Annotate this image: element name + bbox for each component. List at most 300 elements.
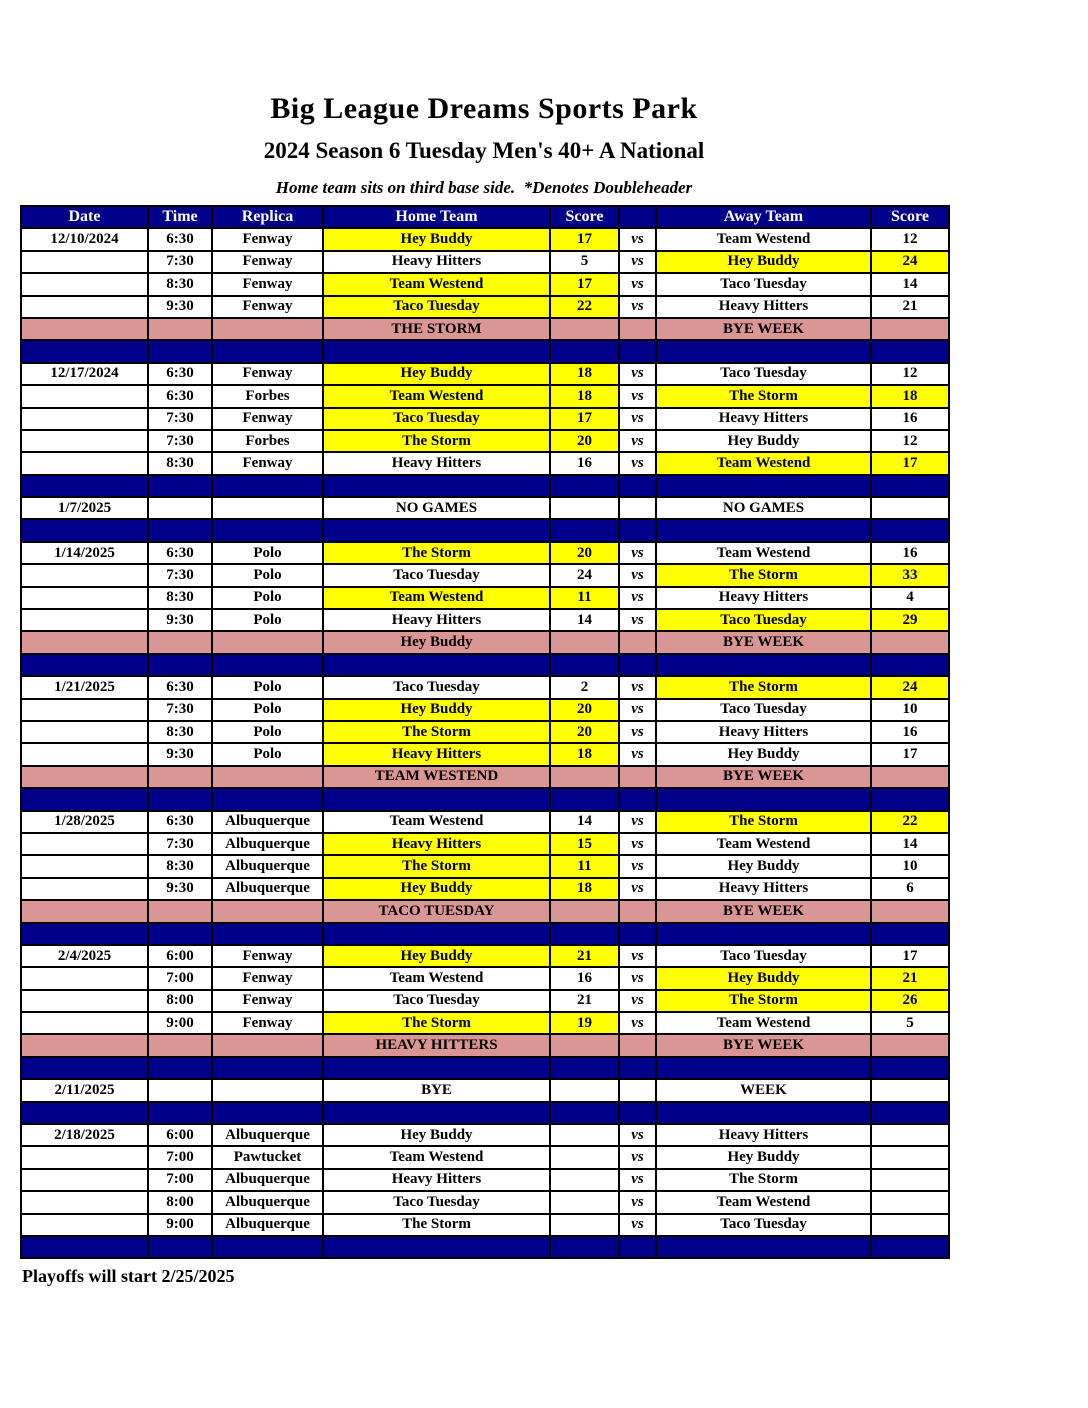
bye-team-cell: TACO TUESDAY — [323, 900, 550, 922]
vs-cell: vs — [619, 1191, 656, 1213]
separator-cell — [656, 1102, 871, 1124]
date-cell — [21, 1012, 148, 1034]
game-row — [21, 1012, 949, 1034]
time-cell: 8:00 — [148, 990, 212, 1012]
date-cell — [21, 1146, 148, 1168]
date-cell — [21, 587, 148, 609]
separator-cell — [871, 1057, 949, 1079]
replica-cell: Polo — [212, 542, 323, 564]
vs-cell: vs — [619, 408, 656, 430]
home-team-cell: The Storm — [323, 1012, 550, 1034]
time-cell: 8:30 — [148, 452, 212, 474]
away-score-cell: 29 — [871, 609, 949, 631]
game-row — [21, 967, 949, 989]
time-cell: 6:00 — [148, 1124, 212, 1146]
home-score-cell: 22 — [550, 296, 619, 318]
date-cell: 1/21/2025 — [21, 676, 148, 698]
away-score-cell: 16 — [871, 408, 949, 430]
separator-cell — [656, 1236, 871, 1258]
date-cell — [21, 452, 148, 474]
away-team-cell: The Storm — [656, 990, 871, 1012]
away-score-cell: 17 — [871, 945, 949, 967]
away-score-cell: 4 — [871, 587, 949, 609]
home-team-cell: Hey Buddy — [323, 363, 550, 385]
home-score-cell: 11 — [550, 855, 619, 877]
replica-cell — [212, 1034, 323, 1056]
vs-cell: vs — [619, 430, 656, 452]
home-score-cell — [550, 318, 619, 340]
time-cell: 7:30 — [148, 564, 212, 586]
replica-cell: Fenway — [212, 251, 323, 273]
game-row — [21, 855, 949, 877]
separator-cell — [619, 475, 656, 497]
vs-cell: vs — [619, 609, 656, 631]
vs-cell: vs — [619, 587, 656, 609]
replica-cell: Fenway — [212, 296, 323, 318]
home-score-cell: 19 — [550, 1012, 619, 1034]
time-cell: 6:30 — [148, 228, 212, 250]
bye-week-cell: BYE WEEK — [656, 631, 871, 653]
separator-cell — [871, 788, 949, 810]
date-cell — [21, 1214, 148, 1236]
bye-week-cell: BYE WEEK — [656, 900, 871, 922]
away-team-cell: Taco Tuesday — [656, 363, 871, 385]
separator-cell — [619, 923, 656, 945]
separator-cell — [871, 1236, 949, 1258]
game-row — [21, 1191, 949, 1213]
replica-cell: Fenway — [212, 228, 323, 250]
header-row — [21, 206, 949, 228]
home-score-cell — [550, 497, 619, 519]
away-team-cell: The Storm — [656, 676, 871, 698]
date-cell: 12/17/2024 — [21, 363, 148, 385]
home-score-cell — [550, 766, 619, 788]
separator-cell — [212, 654, 323, 676]
vs-cell: vs — [619, 811, 656, 833]
home-score-cell — [550, 1146, 619, 1168]
vs-cell: vs — [619, 967, 656, 989]
date-cell — [21, 766, 148, 788]
away-team-cell: Team Westend — [656, 452, 871, 474]
bye-team-cell: TEAM WESTEND — [323, 766, 550, 788]
time-cell: 7:00 — [148, 1169, 212, 1191]
away-score-cell: 10 — [871, 855, 949, 877]
away-score-cell — [871, 318, 949, 340]
vs-cell: vs — [619, 542, 656, 564]
separator-cell — [550, 923, 619, 945]
time-cell — [148, 631, 212, 653]
game-row — [21, 990, 949, 1012]
separator-row — [21, 788, 949, 810]
away-score-cell: 17 — [871, 743, 949, 765]
away-score-cell: 18 — [871, 385, 949, 407]
away-team-cell: The Storm — [656, 1169, 871, 1191]
replica-cell: Fenway — [212, 945, 323, 967]
time-cell: 6:30 — [148, 676, 212, 698]
separator-cell — [550, 340, 619, 362]
replica-cell: Fenway — [212, 990, 323, 1012]
separator-cell — [148, 1102, 212, 1124]
col-header-time: Time — [148, 206, 212, 228]
away-team-cell: Taco Tuesday — [656, 609, 871, 631]
vs-cell: vs — [619, 1146, 656, 1168]
separator-cell — [21, 1057, 148, 1079]
info-row — [21, 497, 949, 519]
time-cell: 7:30 — [148, 408, 212, 430]
playoffs-note: Playoffs will start 2/25/2025 — [22, 1266, 235, 1287]
date-cell — [21, 967, 148, 989]
separator-cell — [323, 788, 550, 810]
game-row — [21, 878, 949, 900]
date-cell: 2/4/2025 — [21, 945, 148, 967]
home-score-cell — [550, 1034, 619, 1056]
separator-cell — [323, 1102, 550, 1124]
separator-row — [21, 340, 949, 362]
separator-cell — [323, 475, 550, 497]
game-row — [21, 833, 949, 855]
home-score-cell — [550, 1124, 619, 1146]
time-cell: 7:30 — [148, 251, 212, 273]
date-cell: 1/28/2025 — [21, 811, 148, 833]
away-team-cell: Heavy Hitters — [656, 878, 871, 900]
home-team-cell: Team Westend — [323, 385, 550, 407]
away-score-cell — [871, 497, 949, 519]
away-team-cell: Heavy Hitters — [656, 721, 871, 743]
away-team-cell: Team Westend — [656, 1012, 871, 1034]
game-row — [21, 452, 949, 474]
replica-cell: Albuquerque — [212, 1191, 323, 1213]
bye-row — [21, 766, 949, 788]
away-team-cell: Taco Tuesday — [656, 1214, 871, 1236]
replica-cell: Fenway — [212, 1012, 323, 1034]
time-cell: 9:30 — [148, 878, 212, 900]
separator-cell — [656, 788, 871, 810]
schedule-body — [21, 228, 949, 1258]
date-cell — [21, 1034, 148, 1056]
game-row — [21, 385, 949, 407]
separator-cell — [871, 654, 949, 676]
game-row — [21, 1214, 949, 1236]
home-score-cell: 18 — [550, 385, 619, 407]
separator-cell — [212, 340, 323, 362]
date-cell — [21, 296, 148, 318]
away-score-cell: 22 — [871, 811, 949, 833]
home-team-cell: The Storm — [323, 542, 550, 564]
home-team-cell: Hey Buddy — [323, 878, 550, 900]
separator-cell — [323, 340, 550, 362]
replica-cell: Polo — [212, 699, 323, 721]
replica-cell: Forbes — [212, 430, 323, 452]
replica-cell — [212, 497, 323, 519]
time-cell: 7:30 — [148, 430, 212, 452]
away-score-cell: 17 — [871, 452, 949, 474]
date-cell: 1/7/2025 — [21, 497, 148, 519]
away-score-cell: 12 — [871, 430, 949, 452]
home-team-cell: Taco Tuesday — [323, 990, 550, 1012]
away-score-cell — [871, 1169, 949, 1191]
home-score-cell — [550, 900, 619, 922]
separator-cell — [212, 1057, 323, 1079]
info-home-cell: BYE — [323, 1079, 550, 1101]
time-cell — [148, 497, 212, 519]
separator-cell — [21, 340, 148, 362]
date-cell — [21, 273, 148, 295]
separator-cell — [212, 923, 323, 945]
separator-cell — [148, 788, 212, 810]
bye-row — [21, 900, 949, 922]
away-team-cell: Taco Tuesday — [656, 699, 871, 721]
time-cell — [148, 318, 212, 340]
home-team-cell: Hey Buddy — [323, 699, 550, 721]
separator-cell — [656, 340, 871, 362]
bye-row — [21, 1034, 949, 1056]
game-row — [21, 699, 949, 721]
bye-row — [21, 318, 949, 340]
vs-cell: vs — [619, 676, 656, 698]
time-cell: 6:30 — [148, 385, 212, 407]
separator-cell — [21, 519, 148, 541]
separator-cell — [21, 788, 148, 810]
home-score-cell: 21 — [550, 945, 619, 967]
game-row — [21, 1169, 949, 1191]
note-line: Home team sits on third base side. *Denotes Doubleheader — [275, 178, 693, 197]
date-cell — [21, 699, 148, 721]
away-score-cell: 10 — [871, 699, 949, 721]
time-cell: 6:30 — [148, 542, 212, 564]
away-score-cell: 16 — [871, 542, 949, 564]
vs-cell: vs — [619, 564, 656, 586]
home-team-cell: Team Westend — [323, 967, 550, 989]
game-row — [21, 363, 949, 385]
home-score-cell: 17 — [550, 273, 619, 295]
vs-cell: vs — [619, 273, 656, 295]
vs-cell: vs — [619, 699, 656, 721]
home-team-cell: Taco Tuesday — [323, 676, 550, 698]
home-team-cell: Taco Tuesday — [323, 564, 550, 586]
separator-cell — [656, 923, 871, 945]
separator-cell — [323, 519, 550, 541]
home-team-cell: The Storm — [323, 1214, 550, 1236]
replica-cell — [212, 631, 323, 653]
separator-row — [21, 519, 949, 541]
home-score-cell: 14 — [550, 811, 619, 833]
date-cell — [21, 430, 148, 452]
home-score-cell: 24 — [550, 564, 619, 586]
home-team-cell: Taco Tuesday — [323, 296, 550, 318]
vs-cell: vs — [619, 855, 656, 877]
away-score-cell: 14 — [871, 833, 949, 855]
game-row — [21, 542, 949, 564]
info-home-cell: NO GAMES — [323, 497, 550, 519]
vs-cell: vs — [619, 833, 656, 855]
date-cell — [21, 721, 148, 743]
vs-cell — [619, 631, 656, 653]
separator-cell — [212, 1236, 323, 1258]
home-team-cell: Hey Buddy — [323, 228, 550, 250]
vs-cell: vs — [619, 721, 656, 743]
away-score-cell: 24 — [871, 676, 949, 698]
date-cell — [21, 631, 148, 653]
date-cell — [21, 878, 148, 900]
date-cell — [21, 408, 148, 430]
separator-cell — [21, 1102, 148, 1124]
vs-cell: vs — [619, 1214, 656, 1236]
time-cell: 9:30 — [148, 296, 212, 318]
replica-cell: Albuquerque — [212, 878, 323, 900]
home-score-cell: 15 — [550, 833, 619, 855]
replica-cell: Pawtucket — [212, 1146, 323, 1168]
replica-cell: Fenway — [212, 363, 323, 385]
separator-cell — [550, 519, 619, 541]
replica-cell: Albuquerque — [212, 1124, 323, 1146]
game-row — [21, 408, 949, 430]
game-row — [21, 273, 949, 295]
separator-cell — [550, 1236, 619, 1258]
vs-cell: vs — [619, 945, 656, 967]
game-row — [21, 296, 949, 318]
vs-cell: vs — [619, 743, 656, 765]
time-cell: 7:00 — [148, 1146, 212, 1168]
separator-cell — [619, 788, 656, 810]
vs-cell — [619, 318, 656, 340]
separator-cell — [550, 788, 619, 810]
separator-cell — [323, 923, 550, 945]
game-row — [21, 721, 949, 743]
home-score-cell — [550, 1169, 619, 1191]
title-block — [20, 0, 948, 198]
away-team-cell: Team Westend — [656, 1191, 871, 1213]
game-row — [21, 228, 949, 250]
away-score-cell: 14 — [871, 273, 949, 295]
separator-cell — [656, 519, 871, 541]
away-team-cell: Team Westend — [656, 542, 871, 564]
date-cell — [21, 385, 148, 407]
bye-week-cell: BYE WEEK — [656, 1034, 871, 1056]
separator-row — [21, 654, 949, 676]
separator-cell — [550, 475, 619, 497]
home-team-cell: Heavy Hitters — [323, 452, 550, 474]
separator-cell — [21, 923, 148, 945]
home-score-cell: 18 — [550, 878, 619, 900]
away-score-cell — [871, 631, 949, 653]
date-cell: 1/14/2025 — [21, 542, 148, 564]
home-score-cell: 16 — [550, 967, 619, 989]
away-score-cell: 24 — [871, 251, 949, 273]
home-team-cell: Team Westend — [323, 273, 550, 295]
separator-row — [21, 475, 949, 497]
replica-cell: Polo — [212, 676, 323, 698]
replica-cell — [212, 318, 323, 340]
away-team-cell: Heavy Hitters — [656, 587, 871, 609]
game-row — [21, 609, 949, 631]
separator-cell — [148, 1236, 212, 1258]
time-cell: 6:30 — [148, 811, 212, 833]
bye-week-cell: BYE WEEK — [656, 318, 871, 340]
separator-cell — [619, 340, 656, 362]
home-score-cell: 17 — [550, 408, 619, 430]
replica-cell: Fenway — [212, 408, 323, 430]
separator-cell — [21, 1236, 148, 1258]
away-team-cell: Heavy Hitters — [656, 1124, 871, 1146]
replica-cell: Albuquerque — [212, 1169, 323, 1191]
replica-cell — [212, 1079, 323, 1101]
col-header-away-score: Score — [871, 206, 949, 228]
time-cell: 8:30 — [148, 855, 212, 877]
info-away-cell: NO GAMES — [656, 497, 871, 519]
vs-cell: vs — [619, 296, 656, 318]
separator-cell — [148, 923, 212, 945]
separator-cell — [550, 654, 619, 676]
replica-cell: Albuquerque — [212, 1214, 323, 1236]
time-cell: 8:30 — [148, 587, 212, 609]
away-score-cell: 33 — [871, 564, 949, 586]
time-cell: 6:30 — [148, 363, 212, 385]
separator-cell — [550, 1057, 619, 1079]
vs-cell: vs — [619, 990, 656, 1012]
replica-cell: Polo — [212, 587, 323, 609]
col-header-vs — [619, 206, 656, 228]
home-team-cell: The Storm — [323, 430, 550, 452]
separator-row — [21, 1057, 949, 1079]
date-cell — [21, 743, 148, 765]
separator-cell — [871, 1102, 949, 1124]
vs-cell: vs — [619, 452, 656, 474]
separator-cell — [323, 654, 550, 676]
replica-cell: Fenway — [212, 967, 323, 989]
vs-cell: vs — [619, 1169, 656, 1191]
separator-cell — [619, 1236, 656, 1258]
info-row — [21, 1079, 949, 1101]
separator-cell — [148, 340, 212, 362]
away-score-cell: 5 — [871, 1012, 949, 1034]
replica-cell: Albuquerque — [212, 855, 323, 877]
info-away-cell: WEEK — [656, 1079, 871, 1101]
separator-cell — [871, 340, 949, 362]
vs-cell: vs — [619, 363, 656, 385]
vs-cell — [619, 766, 656, 788]
bye-row — [21, 631, 949, 653]
separator-cell — [619, 654, 656, 676]
home-score-cell: 2 — [550, 676, 619, 698]
time-cell: 8:30 — [148, 273, 212, 295]
separator-cell — [148, 654, 212, 676]
home-score-cell: 17 — [550, 228, 619, 250]
home-team-cell: Hey Buddy — [323, 945, 550, 967]
home-team-cell: Heavy Hitters — [323, 743, 550, 765]
replica-cell: Polo — [212, 743, 323, 765]
page-title: Big League Dreams Sports Park — [270, 92, 698, 125]
home-team-cell: Team Westend — [323, 587, 550, 609]
away-team-cell: Hey Buddy — [656, 855, 871, 877]
separator-cell — [550, 1102, 619, 1124]
col-header-replica: Replica — [212, 206, 323, 228]
vs-cell: vs — [619, 251, 656, 273]
home-team-cell: Hey Buddy — [323, 1124, 550, 1146]
date-cell: 2/11/2025 — [21, 1079, 148, 1101]
time-cell — [148, 900, 212, 922]
away-score-cell: 21 — [871, 967, 949, 989]
separator-cell — [212, 519, 323, 541]
away-team-cell: Heavy Hitters — [656, 408, 871, 430]
bye-team-cell: THE STORM — [323, 318, 550, 340]
date-cell — [21, 855, 148, 877]
time-cell: 7:30 — [148, 833, 212, 855]
separator-cell — [212, 788, 323, 810]
home-score-cell: 20 — [550, 542, 619, 564]
time-cell: 9:30 — [148, 609, 212, 631]
vs-cell: vs — [619, 1012, 656, 1034]
separator-cell — [656, 654, 871, 676]
